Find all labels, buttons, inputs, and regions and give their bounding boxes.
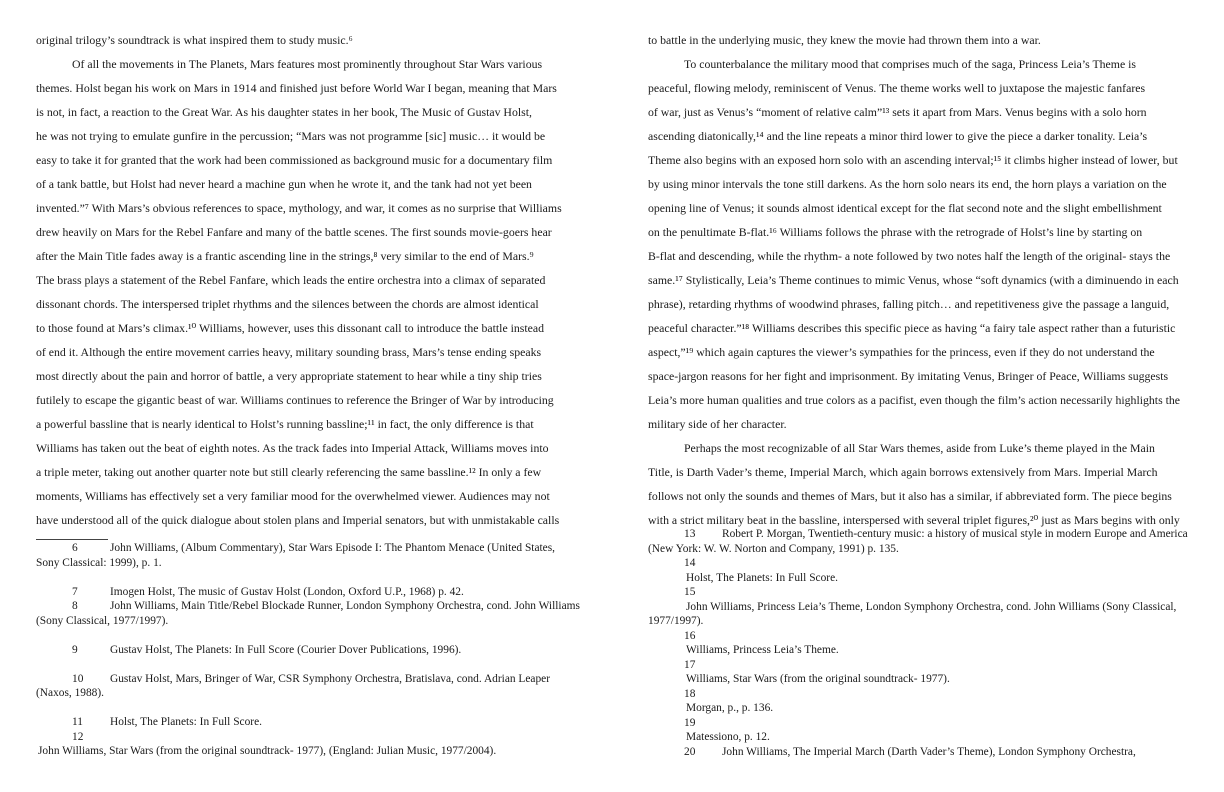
footnote [36,643,581,658]
footnote-number: 8 [72,600,78,612]
footnote [36,585,581,600]
footnote-number: 18 [684,687,696,700]
footnote-number: 19 [684,716,696,729]
body-text-line: of war, just as Venus’s “moment of relative calm”¹³ sets it apart from Mars. Venus begins with a solo horn [648,105,1147,119]
body-text-line: by using minor intervals the tone still darkens. As the horn solo nears its end, the horn plays a variation on the [648,177,1167,191]
footnote-number: 6 [72,542,78,554]
footnote [648,556,1193,585]
body-text-line: after the Main Title fades away is a frantic ascending line in the strings,⁸ very similar to the end of Mars.⁹ [36,249,534,263]
footnote-text: Williams, Star Wars (from the original soundtrack- 1977). [686,673,950,685]
footnote [648,527,1193,556]
body-text-line: ascending diatonically,¹⁴ and the line repeats a minor third lower to give the piece a darker tonality. Leia’s [648,129,1148,143]
footnote-number: 10 [72,672,84,685]
body-text-line: military side of her character. [648,417,787,431]
body-text-line: with a strict military beat in the bassline, interspersed with several triplet figures,²⁰ just as Mars begins with only [648,513,1180,527]
footnote [36,541,581,570]
footnote-number: 16 [684,629,696,642]
body-text-line: aspect,”¹⁹ which again captures the viewer’s sympathies for the princess, even if they do not understand the [648,345,1155,359]
footnote-number: 11 [72,716,83,728]
footnote-number: 13 [684,528,696,540]
body-text-line: phrase), retarding rhythms of woodwind phrases, falling pitch… and repetitiveness give the passage a languid, [648,297,1170,311]
footnote-text: Gustav Holst, Mars, Bringer of War, CSR Symphony Orchestra, Bratislava, cond. Adrian Leaper (Naxos, 1988). [36,672,551,699]
body-text-line: he was not trying to emulate gunfire in the percussion; “Mars was not programme [sic] music… it would be [36,129,546,143]
footnote-text: Holst, The Planets: In Full Score. [686,571,838,584]
body-text-line: Theme also begins with an exposed horn solo with an ascending interval;¹⁵ it climbs higher instead of lower, but [648,153,1178,167]
body-text-line: opening line of Venus; it sounds almost identical except for the flat second note and the slight embellishment [648,201,1162,215]
footnote-text: Matessiono, p. 12. [686,731,770,743]
body-text-line: to battle in the underlying music, they knew the movie had thrown them into a war. [648,33,1041,47]
footnote-text: John Williams, The Imperial March (Darth Vader’s Theme), London Symphony Orchestra, [722,745,1136,758]
footnote-text: John Williams, Star Wars (from the original soundtrack- 1977), (England: Julian Music, 1977/2004). [38,745,497,757]
body-text-line: have understood all of the quick dialogue about stolen plans and Imperial senators, but with unmistakable calls [36,513,560,527]
body-text-line: To counterbalance the military mood that comprises much of the saga, Princess Leia’s Theme is [684,57,1137,71]
right-footnotes [648,527,1193,759]
body-text-line: invented.”⁷ With Mars’s obvious references to space, mythology, and war, it comes as no surprise that Williams [36,201,562,215]
body-text-line: original trilogy’s soundtrack is what inspired them to study music.⁶ [36,33,353,47]
body-text-line: peaceful, flowing melody, reminiscent of Venus. The theme works well to juxtapose the majestic fanfares [648,81,1146,95]
footnote-text: Holst, The Planets: In Full Score. [110,716,262,728]
body-text-line: of a tank battle, but Holst had never heard a machine gun when he wrote it, and the tank had not yet been [36,177,532,191]
body-text-line: futilely to escape the gigantic beast of war. Williams continues to reference the Bringer of War by introducing [36,393,554,407]
body-text-line: Leia’s more human qualities and true colors as a pacifist, even though the film’s action necessarily highlights the [648,393,1181,407]
footnote-text: Williams, Princess Leia’s Theme. [686,644,839,656]
footnote-number: 20 [684,745,696,758]
footnote-number: 12 [72,730,84,743]
body-text-line: The brass plays a statement of the Rebel Fanfare, which leads the entire orchestra into a climax of separated [36,273,546,287]
footnote [648,745,1193,760]
body-text-line: themes. Holst began his work on Mars in 1914 and finished just before World War I began, meaning that Mars [36,81,557,95]
footnote-text: Imogen Holst, The music of Gustav Holst (London, Oxford U.P., 1968) p. 42. [110,585,464,598]
body-text-line: Perhaps the most recognizable of all Star Wars themes, aside from Luke’s theme played in the Main [684,441,1155,455]
footnote-text: Robert P. Morgan, Twentieth-century music: a history of musical style in modern Europe and America (New York: W. W. Norton and Company, 1991) p. 135. [648,528,1188,555]
footnote-number: 9 [72,643,78,656]
footnote-number: 17 [684,658,696,671]
footnote [36,672,581,701]
left-column [36,28,573,532]
footnote-number: 7 [72,585,78,598]
body-text-line: follows not only the sounds and themes of Mars, but it also has a similar, if abbreviated form. The piece begins [648,489,1172,503]
body-text-line: peaceful character.”¹⁸ Williams describes this specific piece as having “a fairy tale aspect rather than a futuristic [648,321,1176,335]
footnote [36,715,581,730]
footnote-number: 14 [684,557,696,569]
body-text-line: dissonant chords. The interspersed triplet rhythms and the silences between the chords are almost identical [36,297,539,311]
footnote [648,687,1193,716]
body-text-line: on the penultimate B-flat.¹⁶ Williams follows the phrase with the retrograde of Holst’s line by starting on [648,225,1143,239]
footnote-number: 15 [684,586,696,598]
footnote [648,629,1193,658]
footnote-text: Gustav Holst, The Planets: In Full Score (Courier Dover Publications, 1996). [110,643,462,656]
footnote [648,585,1193,629]
footnote-separator [36,539,108,540]
footnote [36,730,581,759]
body-text-line: Of all the movements in The Planets, Mars features most prominently throughout Star Wars various [72,57,543,71]
footnote [648,658,1193,687]
body-text-line: easy to take it for granted that the work had been commissioned as background music for a documentary film [36,153,553,167]
footnote-text: John Williams, Main Title/Rebel Blockade Runner, London Symphony Orchestra, cond. John Williams (Sony Classical, 1977/1997). [36,600,580,627]
body-text-line: a powerful bassline that is nearly identical to Holst’s running bassline;¹¹ in fact, the only difference is that [36,417,534,431]
footnote [36,599,581,628]
footnote-text: Morgan, p., p. 136. [686,702,774,714]
body-text-line: a triple meter, taking out another quarter note but still clearly referencing the same bassline.¹² In only a few [36,465,542,479]
body-text-line: B-flat and descending, while the rhythm- a note followed by two notes half the length of the original- stays the [648,249,1171,263]
right-column [648,28,1188,532]
body-text-line: to those found at Mars’s climax.¹⁰ Williams, however, uses this dissonant call to introduce the battle instead [36,321,545,335]
footnote [648,716,1193,745]
body-text-line: most directly about the pain and horror of battle, a very appropriate statement to hear while a tiny ship tries [36,369,542,383]
body-text-line: Title, is Darth Vader’s theme, Imperial March, which again borrows extensively from Mars. Imperial March [648,465,1158,479]
footnote-text: John Williams, (Album Commentary), Star Wars Episode I: The Phantom Menace (United States, Sony Classical: 1999), p. 1. [36,542,556,569]
body-text-line: of end it. Although the entire movement carries heavy, military sounding brass, Mars’s tense ending speaks [36,345,542,359]
body-text-line: drew heavily on Mars for the Rebel Fanfare and many of the battle scenes. The first sounds movie-goers hear [36,225,552,239]
body-text-line: space-jargon reasons for her fight and imprisonment. By imitating Venus, Bringer of Peace, Williams suggests [648,369,1169,383]
left-footnotes [36,541,581,759]
body-text-line: same.¹⁷ Stylistically, Leia’s Theme continues to mimic Venus, whose “soft dynamics (with a diminuendo in each [648,273,1179,287]
body-text-line: moments, Williams has effectively set a very familiar mood for the overwhelmed viewer. Audiences may not [36,489,550,503]
body-text-line: is not, in fact, a reaction to the Great War. As his daughter states in her book, The Music of Gustav Holst, [36,105,532,119]
body-text-line: Williams has taken out the beat of eighth notes. As the track fades into Imperial Attack, Williams moves into [36,441,549,455]
footnote-text: John Williams, Princess Leia’s Theme, London Symphony Orchestra, cond. John Williams (Sony Classical, 1977/1997). [648,600,1177,627]
